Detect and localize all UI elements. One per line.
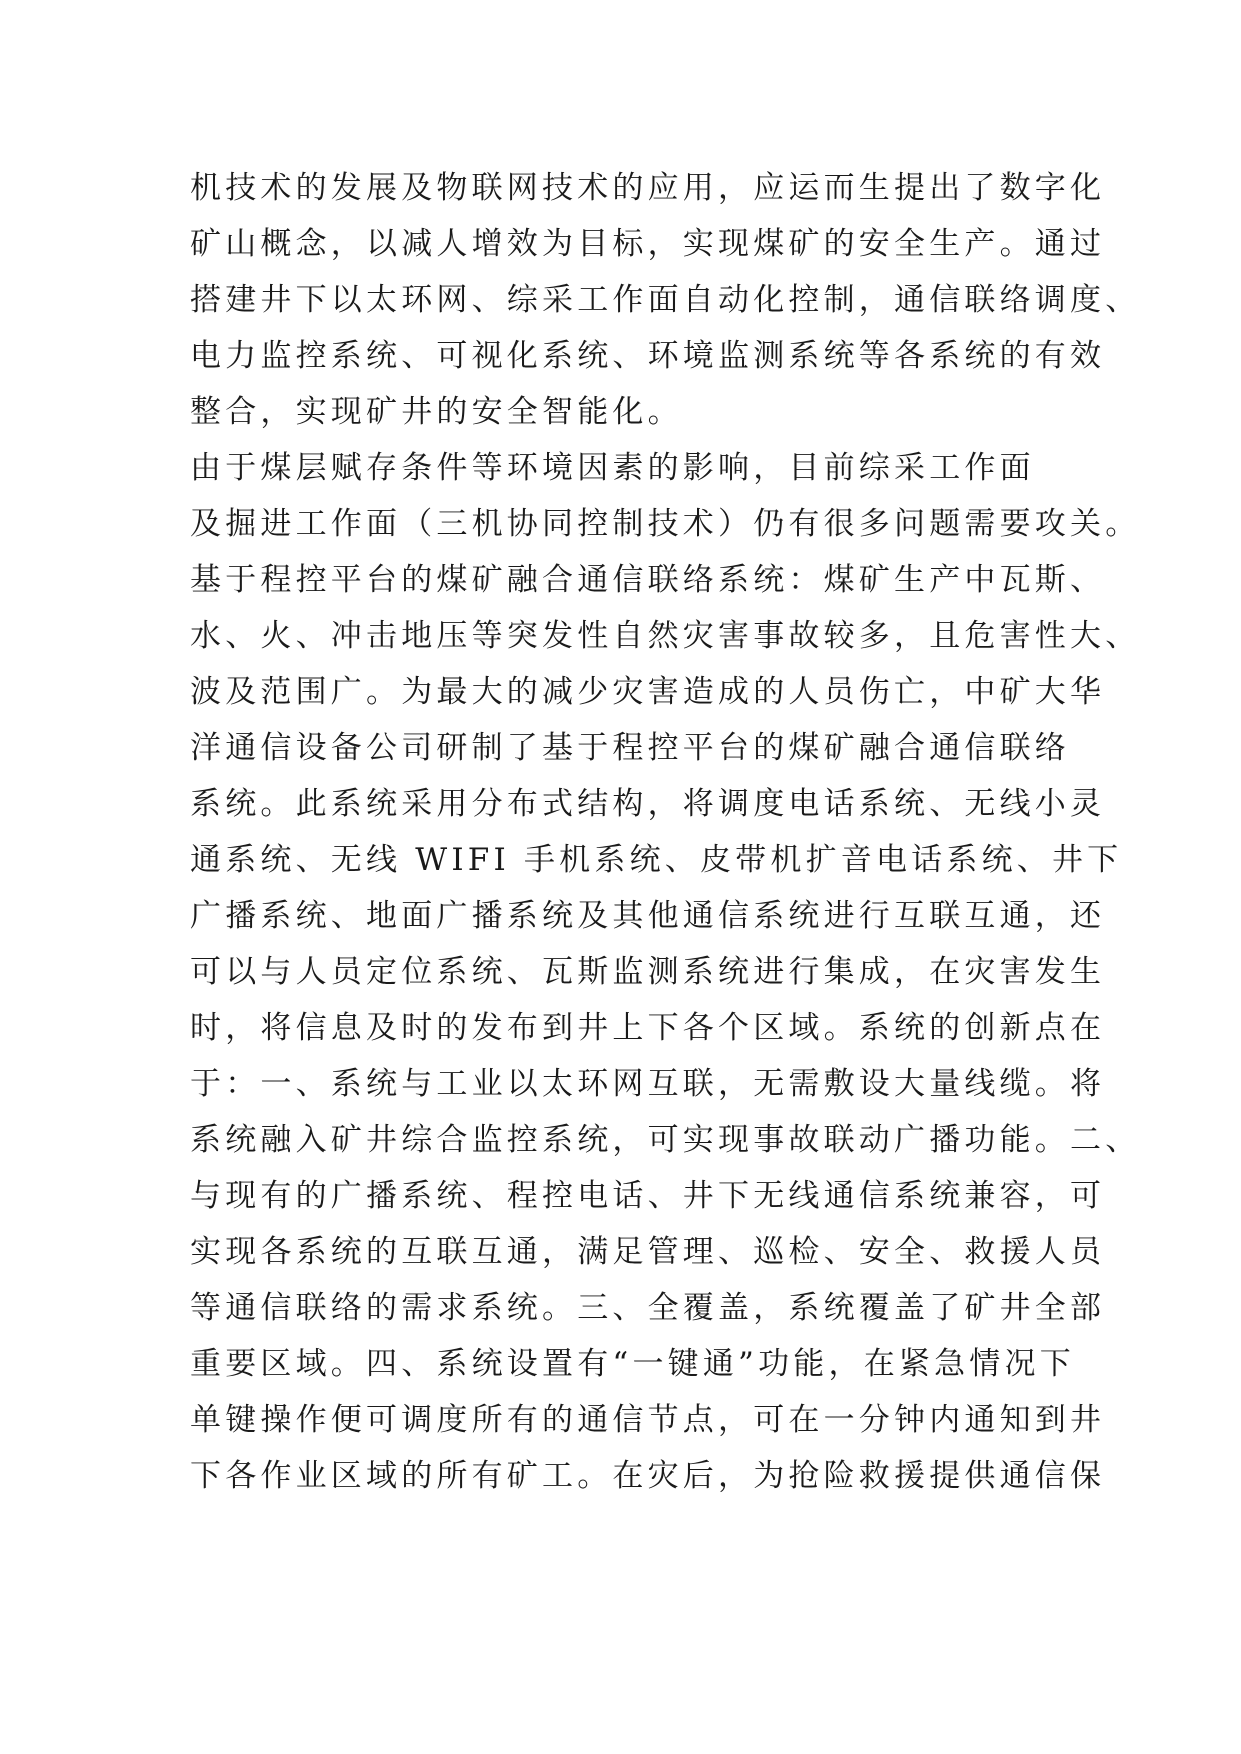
text-line: 整合，实现矿井的安全智能化。 (190, 394, 683, 430)
text-line: 系统融入矿井综合监控系统，可实现事故联动广播功能。二、 (190, 1122, 1141, 1158)
text-line: 矿山概念，以减人增效为目标，实现煤矿的安全生产。通过 (190, 226, 1106, 262)
text-line: 电力监控系统、可视化系统、环境监测系统等各系统的有效 (190, 338, 1106, 374)
text-line: 等通信联络的需求系统。三、全覆盖，系统覆盖了矿井全部 (190, 1290, 1106, 1326)
text-line: 时，将信息及时的发布到井上下各个区域。系统的创新点在 (190, 1010, 1106, 1046)
text-line: 波及范围广。为最大的减少灾害造成的人员伤亡，中矿大华 (190, 674, 1106, 710)
text-line: 由于煤层赋存条件等环境因素的影响，目前综采工作面 (190, 450, 1035, 486)
text-line: 下各作业区域的所有矿工。在灾后，为抢险救援提供通信保 (190, 1458, 1106, 1494)
text-line: 与现有的广播系统、程控电话、井下无线通信系统兼容，可 (190, 1178, 1106, 1214)
text-line: 及掘进工作面（三机协同控制技术）仍有很多问题需要攻关。 (190, 506, 1141, 542)
text-line: 搭建井下以太环网、综采工作面自动化控制，通信联络调度、 (190, 282, 1141, 318)
text-line: 可以与人员定位系统、瓦斯监测系统进行集成，在灾害发生 (190, 954, 1106, 990)
text-line: 于：一、系统与工业以太环网互联，无需敷设大量线缆。将 (190, 1066, 1106, 1102)
text-line: 水、火、冲击地压等突发性自然灾害事故较多，且危害性大、 (190, 618, 1141, 654)
body-text (190, 160, 1141, 1504)
text-line: 机技术的发展及物联网技术的应用，应运而生提出了数字化 (190, 170, 1106, 206)
text-line: 基于程控平台的煤矿融合通信联络系统：煤矿生产中瓦斯、 (190, 562, 1106, 598)
text-line: 洋通信设备公司研制了基于程控平台的煤矿融合通信联络 (190, 730, 1070, 766)
text-line: 单键操作便可调度所有的通信节点，可在一分钟内通知到井 (190, 1402, 1106, 1438)
text-line: 重要区域。四、系统设置有“一键通”功能，在紧急情况下 (190, 1346, 1075, 1382)
text-line: 广播系统、地面广播系统及其他通信系统进行互联互通，还 (190, 898, 1106, 934)
text-line: 通系统、无线 WIFI 手机系统、皮带机扩音电话系统、井下 (190, 842, 1123, 878)
text-line: 系统。此系统采用分布式结构，将调度电话系统、无线小灵 (190, 786, 1106, 822)
text-line: 实现各系统的互联互通，满足管理、巡检、安全、救援人员 (190, 1234, 1106, 1270)
